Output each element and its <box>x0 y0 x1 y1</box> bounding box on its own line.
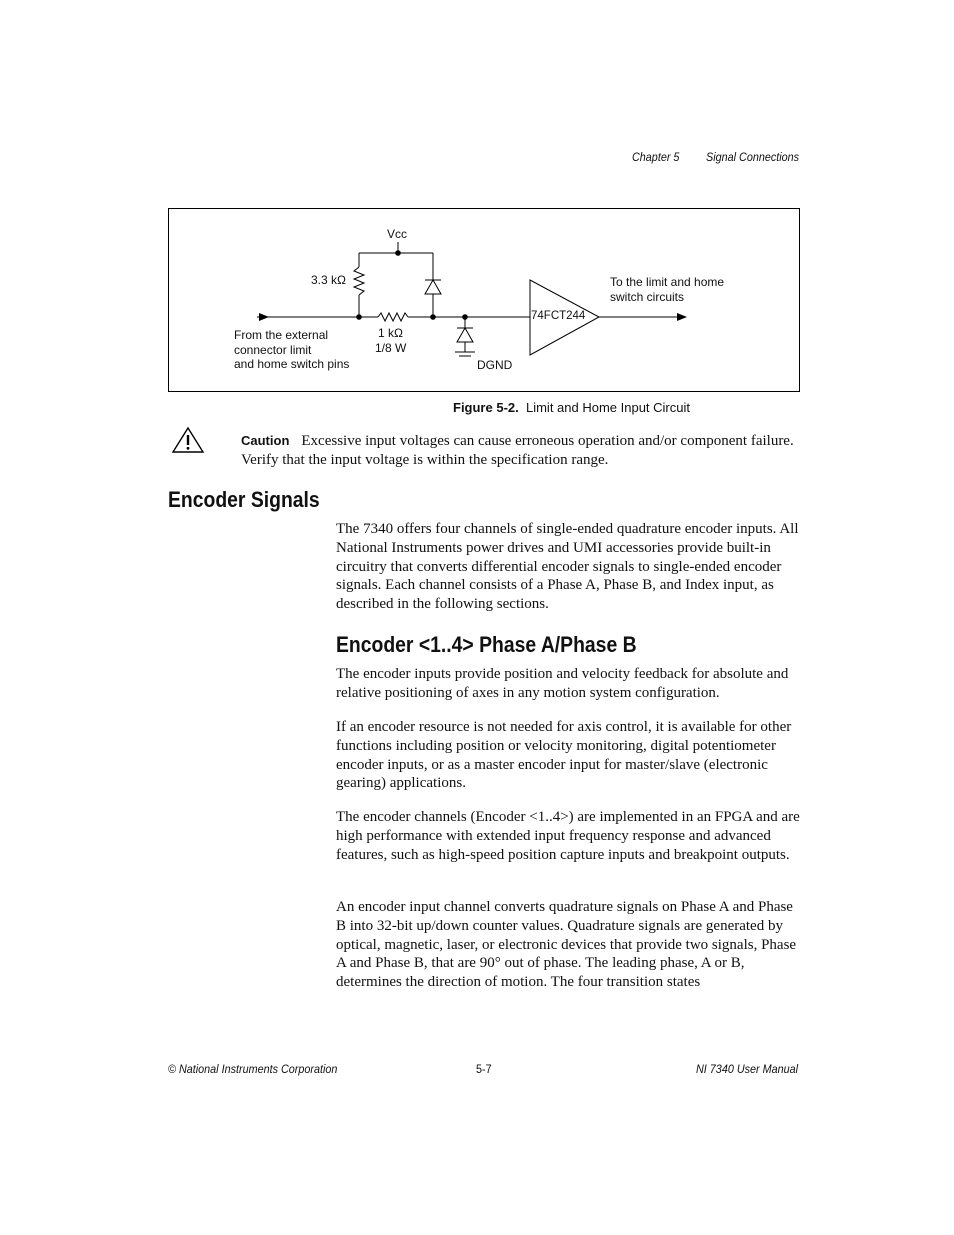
footer-page-number: 5-7 <box>476 1062 492 1076</box>
label-vcc: Vcc <box>387 227 408 241</box>
header-chapter: Chapter 5 <box>632 150 680 164</box>
label-input-2: connector limit <box>234 343 312 357</box>
label-pullup-resistor: 3.3 kΩ <box>311 273 346 287</box>
label-input-1: From the external <box>234 328 329 342</box>
gnd-diode <box>457 328 473 342</box>
section-paragraph: The 7340 offers four channels of single-ended quadrature encoder inputs. All National Instruments power drives and UMI accessories provide built-in circuitry that converts differential encoder signals to single-ended encoder signals. Each channel consists of a Phase A, Phase B, and Index input, as described in the following sections. <box>336 521 799 613</box>
input-arrow <box>259 313 269 321</box>
paragraph-3: The encoder channels (Encoder <1..4>) are implemented in an FPGA and are high performance with extended input frequency response and advanced features, such as high-speed position capture inputs and breakpoint outputs. <box>336 809 800 863</box>
series-resistor <box>378 313 408 321</box>
label-dgnd: DGND <box>477 358 513 372</box>
figure-title: Limit and Home Input Circuit <box>525 400 690 415</box>
caution-label: Caution <box>241 433 290 448</box>
footer-copyright: © National Instruments Corporation <box>168 1062 338 1076</box>
caution-icon <box>171 426 205 454</box>
node-vcc <box>395 250 401 256</box>
figure-number: Figure 5-2. <box>453 400 519 415</box>
node-pullup <box>356 314 362 320</box>
circuit-figure <box>168 208 800 392</box>
label-buffer: 74FCT244 <box>531 310 586 322</box>
pullup-resistor <box>354 267 364 295</box>
label-output-1: To the limit and home <box>610 275 725 289</box>
subsection-heading: Encoder <1..4> Phase A/Phase B <box>336 632 637 657</box>
label-series-resistor: 1 kΩ <box>378 326 403 340</box>
caution-note <box>241 431 801 470</box>
label-series-rating: 1/8 W <box>375 341 407 355</box>
paragraph-4: An encoder input channel converts quadrature signals on Phase A and Phase B into 32-bit up/down counter values. Quadrature signals are generated by optical, magnetic, laser, or electronic devices that provide two signals, Phase A and Phase B, that are 90° out of phase. The leading phase, A or B, determines the direction of motion. The four transition states <box>336 899 797 991</box>
vcc-diode <box>425 280 441 294</box>
section-heading: Encoder Signals <box>168 487 320 512</box>
label-output-2: switch circuits <box>610 290 685 304</box>
header-section-title: Signal Connections <box>706 150 800 164</box>
figure-caption <box>453 400 690 415</box>
paragraph-1: The encoder inputs provide position and velocity feedback for absolute and relative positioning of axes in any motion system configuration. <box>336 666 789 701</box>
node-gnd-diode <box>462 314 468 320</box>
caution-body: Excessive input voltages can cause erroneous operation and/or component failure. Verify that the input voltage is within the specification range. <box>241 433 794 468</box>
label-input-3: and home switch pins <box>234 357 350 371</box>
paragraph-2: If an encoder resource is not needed for axis control, it is available for other functions including position or velocity monitoring, digital potentiometer encoder inputs, or as a master encoder input for master/slave (electronic gearing) applications. <box>336 719 792 792</box>
node-vcc-diode <box>430 314 436 320</box>
output-arrow <box>677 313 687 321</box>
footer-manual-title: NI 7340 User Manual <box>696 1062 799 1076</box>
